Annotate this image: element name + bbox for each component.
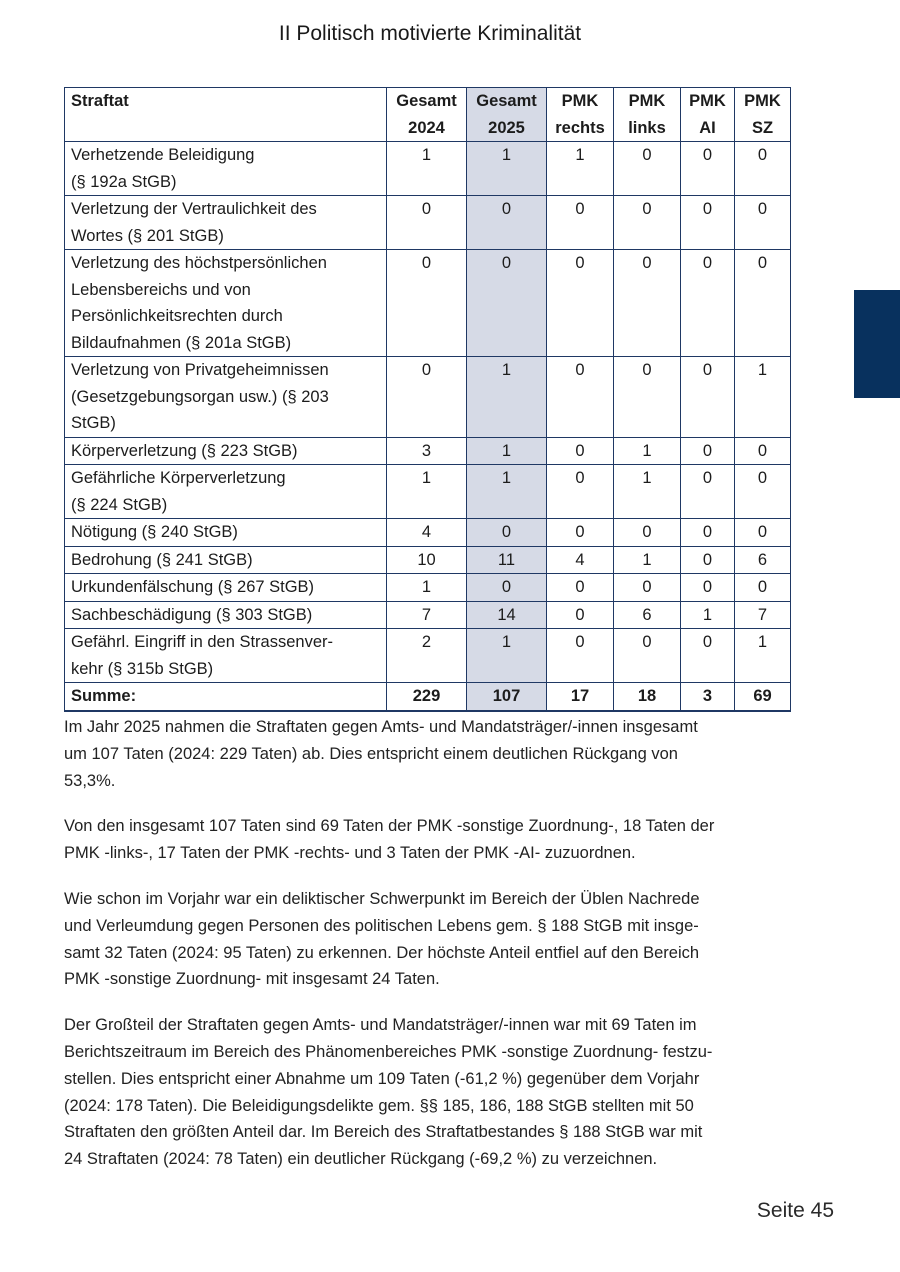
header-line: 2025 (488, 118, 525, 137)
table-cell: 0 (681, 546, 735, 574)
paragraph-line: 53,3%. (64, 771, 116, 790)
table-cell: 0 (681, 357, 735, 438)
offense-label-line: Gefährl. Eingriff in den Strassenver- (71, 633, 333, 651)
crime-table (64, 87, 791, 712)
table-cell: 1 (467, 142, 547, 196)
summary-cell: 18 (614, 683, 681, 711)
table-cell: 0 (387, 357, 467, 438)
table-cell: 6 (735, 546, 791, 574)
column-header (467, 88, 547, 142)
table-row (65, 196, 791, 250)
header-line: PMK (744, 92, 781, 110)
header-line: 2024 (408, 118, 445, 137)
table-cell: 1 (387, 574, 467, 602)
header-line: AI (699, 118, 716, 137)
page-number-value: 45 (810, 1199, 834, 1222)
table-cell: 0 (614, 574, 681, 602)
offense-label (65, 250, 387, 357)
table-cell: 0 (547, 250, 614, 357)
table-cell: 0 (547, 357, 614, 438)
table-cell: 1 (547, 142, 614, 196)
offense-label-line: Bildaufnahmen (§ 201a StGB) (71, 333, 292, 352)
table-row (65, 465, 791, 519)
summary-cell: 69 (735, 683, 791, 711)
column-header (614, 88, 681, 142)
table-cell: 1 (614, 546, 681, 574)
table-row (65, 519, 791, 547)
column-header-straftat (65, 88, 387, 142)
offense-label-line: kehr (§ 315b StGB) (71, 659, 214, 678)
table-cell: 0 (681, 629, 735, 683)
header-line: rechts (555, 118, 605, 137)
table-cell: 10 (387, 546, 467, 574)
paragraph-line: 24 Straftaten (2024: 78 Taten) ein deutlicher Rückgang (-69,2 %) zu verzeichnen. (64, 1150, 658, 1169)
table-row (65, 629, 791, 683)
column-header (681, 88, 735, 142)
summary-cell: 107 (467, 683, 547, 711)
summary-cell: 3 (681, 683, 735, 711)
offense-label-line: Verletzung des höchstpersönlichen (71, 254, 327, 272)
table-cell: 1 (387, 465, 467, 519)
table-cell: 0 (467, 196, 547, 250)
paragraph-line: samt 32 Taten (2024: 95 Taten) zu erkennen. Der höchste Anteil entfiel auf den Bereich (64, 943, 700, 962)
chapter-tab-marker (854, 290, 900, 398)
paragraph-line: Berichtszeitraum im Bereich des Phänomenbereiches PMK -sonstige Zuordnung- festzu- (64, 1042, 713, 1061)
offense-label (65, 574, 387, 602)
page-number (757, 1199, 834, 1223)
table-cell: 1 (387, 142, 467, 196)
table-cell: 0 (467, 250, 547, 357)
page-label: Seite (756, 1199, 805, 1222)
paragraph (64, 813, 804, 867)
table-cell: 0 (614, 142, 681, 196)
paragraph (64, 1012, 804, 1173)
table-cell: 1 (735, 629, 791, 683)
column-header (387, 88, 467, 142)
table-cell: 0 (467, 574, 547, 602)
table-cell: 0 (681, 196, 735, 250)
header-line: SZ (751, 118, 774, 137)
table-cell: 0 (681, 250, 735, 357)
table-row (65, 574, 791, 602)
offense-label-line: Gefährliche Körperverletzung (71, 469, 286, 487)
table-cell: 3 (387, 437, 467, 465)
offense-label (65, 519, 387, 547)
header-line: Gesamt (396, 92, 457, 110)
table-cell: 0 (547, 196, 614, 250)
table-row (65, 357, 791, 438)
offense-label-line: Urkundenfälschung (§ 267 StGB) (71, 578, 315, 596)
table-cell: 6 (614, 601, 681, 629)
paragraph (64, 714, 804, 794)
table-cell: 0 (735, 142, 791, 196)
table-cell: 0 (735, 250, 791, 357)
offense-label-line: Persönlichkeitsrechten durch (71, 307, 283, 325)
header-line: PMK (561, 92, 599, 110)
table-row (65, 250, 791, 357)
table-cell: 0 (547, 629, 614, 683)
table-cell: 0 (467, 519, 547, 547)
table-cell: 0 (681, 142, 735, 196)
table-cell: 0 (547, 437, 614, 465)
table-cell: 0 (681, 574, 735, 602)
body-text (64, 714, 804, 1192)
table-header-row (65, 88, 791, 142)
table-cell: 1 (614, 465, 681, 519)
offense-label (65, 196, 387, 250)
table-cell: 0 (547, 519, 614, 547)
header-line: links (628, 118, 666, 137)
paragraph-line: um 107 Taten (2024: 229 Taten) ab. Dies entspricht einem deutlichen Rückgang von (64, 744, 678, 763)
table-cell: 0 (387, 196, 467, 250)
header-line: Straftat (71, 92, 129, 110)
offense-label-line: (§ 224 StGB) (71, 495, 168, 514)
table-row (65, 546, 791, 574)
summary-label: Summe: (65, 683, 387, 711)
offense-label-line: Verhetzende Beleidigung (71, 146, 255, 164)
table-cell: 0 (614, 357, 681, 438)
table-cell: 11 (467, 546, 547, 574)
table-cell: 0 (681, 465, 735, 519)
table-cell: 0 (735, 574, 791, 602)
offense-label-line: Lebensbereichs und von (71, 280, 251, 299)
table-cell: 0 (547, 601, 614, 629)
offense-label (65, 629, 387, 683)
header-line: Gesamt (476, 92, 537, 110)
table-cell: 0 (735, 465, 791, 519)
table-cell: 1 (467, 465, 547, 519)
offense-label-line: (§ 192a StGB) (71, 172, 177, 191)
summary-cell: 229 (387, 683, 467, 711)
paragraph-line: und Verleumdung gegen Personen des politischen Lebens gem. § 188 StGB mit insge- (64, 916, 699, 935)
offense-label-line: Bedrohung (§ 241 StGB) (71, 550, 253, 569)
paragraph-line: (2024: 178 Taten). Die Beleidigungsdelikte gem. §§ 185, 186, 188 StGB stellten mit 50 (64, 1096, 694, 1115)
table-cell: 2 (387, 629, 467, 683)
table-cell: 1 (467, 629, 547, 683)
paragraph-line: PMK -links-, 17 Taten der PMK -rechts- und 3 Taten der PMK -AI- zuzuordnen. (64, 844, 636, 863)
offense-label-line: Wortes (§ 201 StGB) (71, 226, 224, 245)
table-cell: 0 (614, 250, 681, 357)
table-cell: 1 (467, 437, 547, 465)
offense-label-line: Verletzung der Vertraulichkeit des (71, 200, 317, 218)
column-header (735, 88, 791, 142)
paragraph-line: Von den insgesamt 107 Taten sind 69 Taten der PMK -sonstige Zuordnung-, 18 Taten der (64, 817, 715, 836)
summary-row (65, 683, 791, 711)
table-cell: 0 (614, 519, 681, 547)
table-cell: 7 (735, 601, 791, 629)
table-cell: 0 (547, 574, 614, 602)
paragraph-line: PMK -sonstige Zuordnung- mit insgesamt 24 Taten. (64, 970, 440, 989)
paragraph-line: Straftaten den größten Anteil dar. Im Bereich des Straftatbestandes § 188 StGB war mit (64, 1123, 703, 1142)
paragraph-line: Im Jahr 2025 nahmen die Straftaten gegen Amts- und Mandatsträger/-innen insgesamt (64, 718, 698, 736)
table-cell: 0 (547, 465, 614, 519)
paragraph-line: Wie schon im Vorjahr war ein deliktischer Schwerpunkt im Bereich der Üblen Nachrede (64, 889, 700, 908)
offense-label (65, 357, 387, 438)
table-cell: 0 (735, 519, 791, 547)
header-line: PMK (628, 92, 666, 110)
table-row (65, 601, 791, 629)
table-cell: 0 (387, 250, 467, 357)
table-cell: 1 (681, 601, 735, 629)
table-cell: 1 (614, 437, 681, 465)
table-cell: 7 (387, 601, 467, 629)
table-row (65, 142, 791, 196)
table-cell: 0 (681, 519, 735, 547)
table-cell: 0 (614, 196, 681, 250)
table-row (65, 437, 791, 465)
offense-label (65, 546, 387, 574)
header-line: PMK (689, 92, 726, 110)
paragraph-line: Der Großteil der Straftaten gegen Amts- und Mandatsträger/-innen war mit 69 Taten im (64, 1016, 697, 1035)
paragraph (64, 886, 804, 993)
page-title: II Politisch motivierte Kriminalität (278, 22, 582, 45)
offense-label-line: Körperverletzung (§ 223 StGB) (71, 441, 298, 460)
table-cell: 4 (387, 519, 467, 547)
table-cell: 14 (467, 601, 547, 629)
table-cell: 1 (735, 357, 791, 438)
summary-cell: 17 (547, 683, 614, 711)
table-cell: 4 (547, 546, 614, 574)
offense-label (65, 465, 387, 519)
table-cell: 0 (614, 629, 681, 683)
table-cell: 0 (681, 437, 735, 465)
column-header (547, 88, 614, 142)
offense-label (65, 437, 387, 465)
offense-label-line: (Gesetzgebungsorgan usw.) (§ 203 (71, 387, 329, 406)
table-cell: 0 (735, 196, 791, 250)
offense-label-line: Nötigung (§ 240 StGB) (71, 523, 238, 541)
offense-label (65, 601, 387, 629)
offense-label (65, 142, 387, 196)
paragraph-line: stellen. Dies entspricht einer Abnahme um 109 Taten (-61,2 %) gegenüber dem Vorjahr (64, 1069, 700, 1088)
table-cell: 0 (735, 437, 791, 465)
offense-label-line: Verletzung von Privatgeheimnissen (71, 361, 329, 379)
offense-label-line: StGB) (71, 414, 116, 432)
table-cell: 1 (467, 357, 547, 438)
offense-label-line: Sachbeschädigung (§ 303 StGB) (71, 605, 313, 624)
